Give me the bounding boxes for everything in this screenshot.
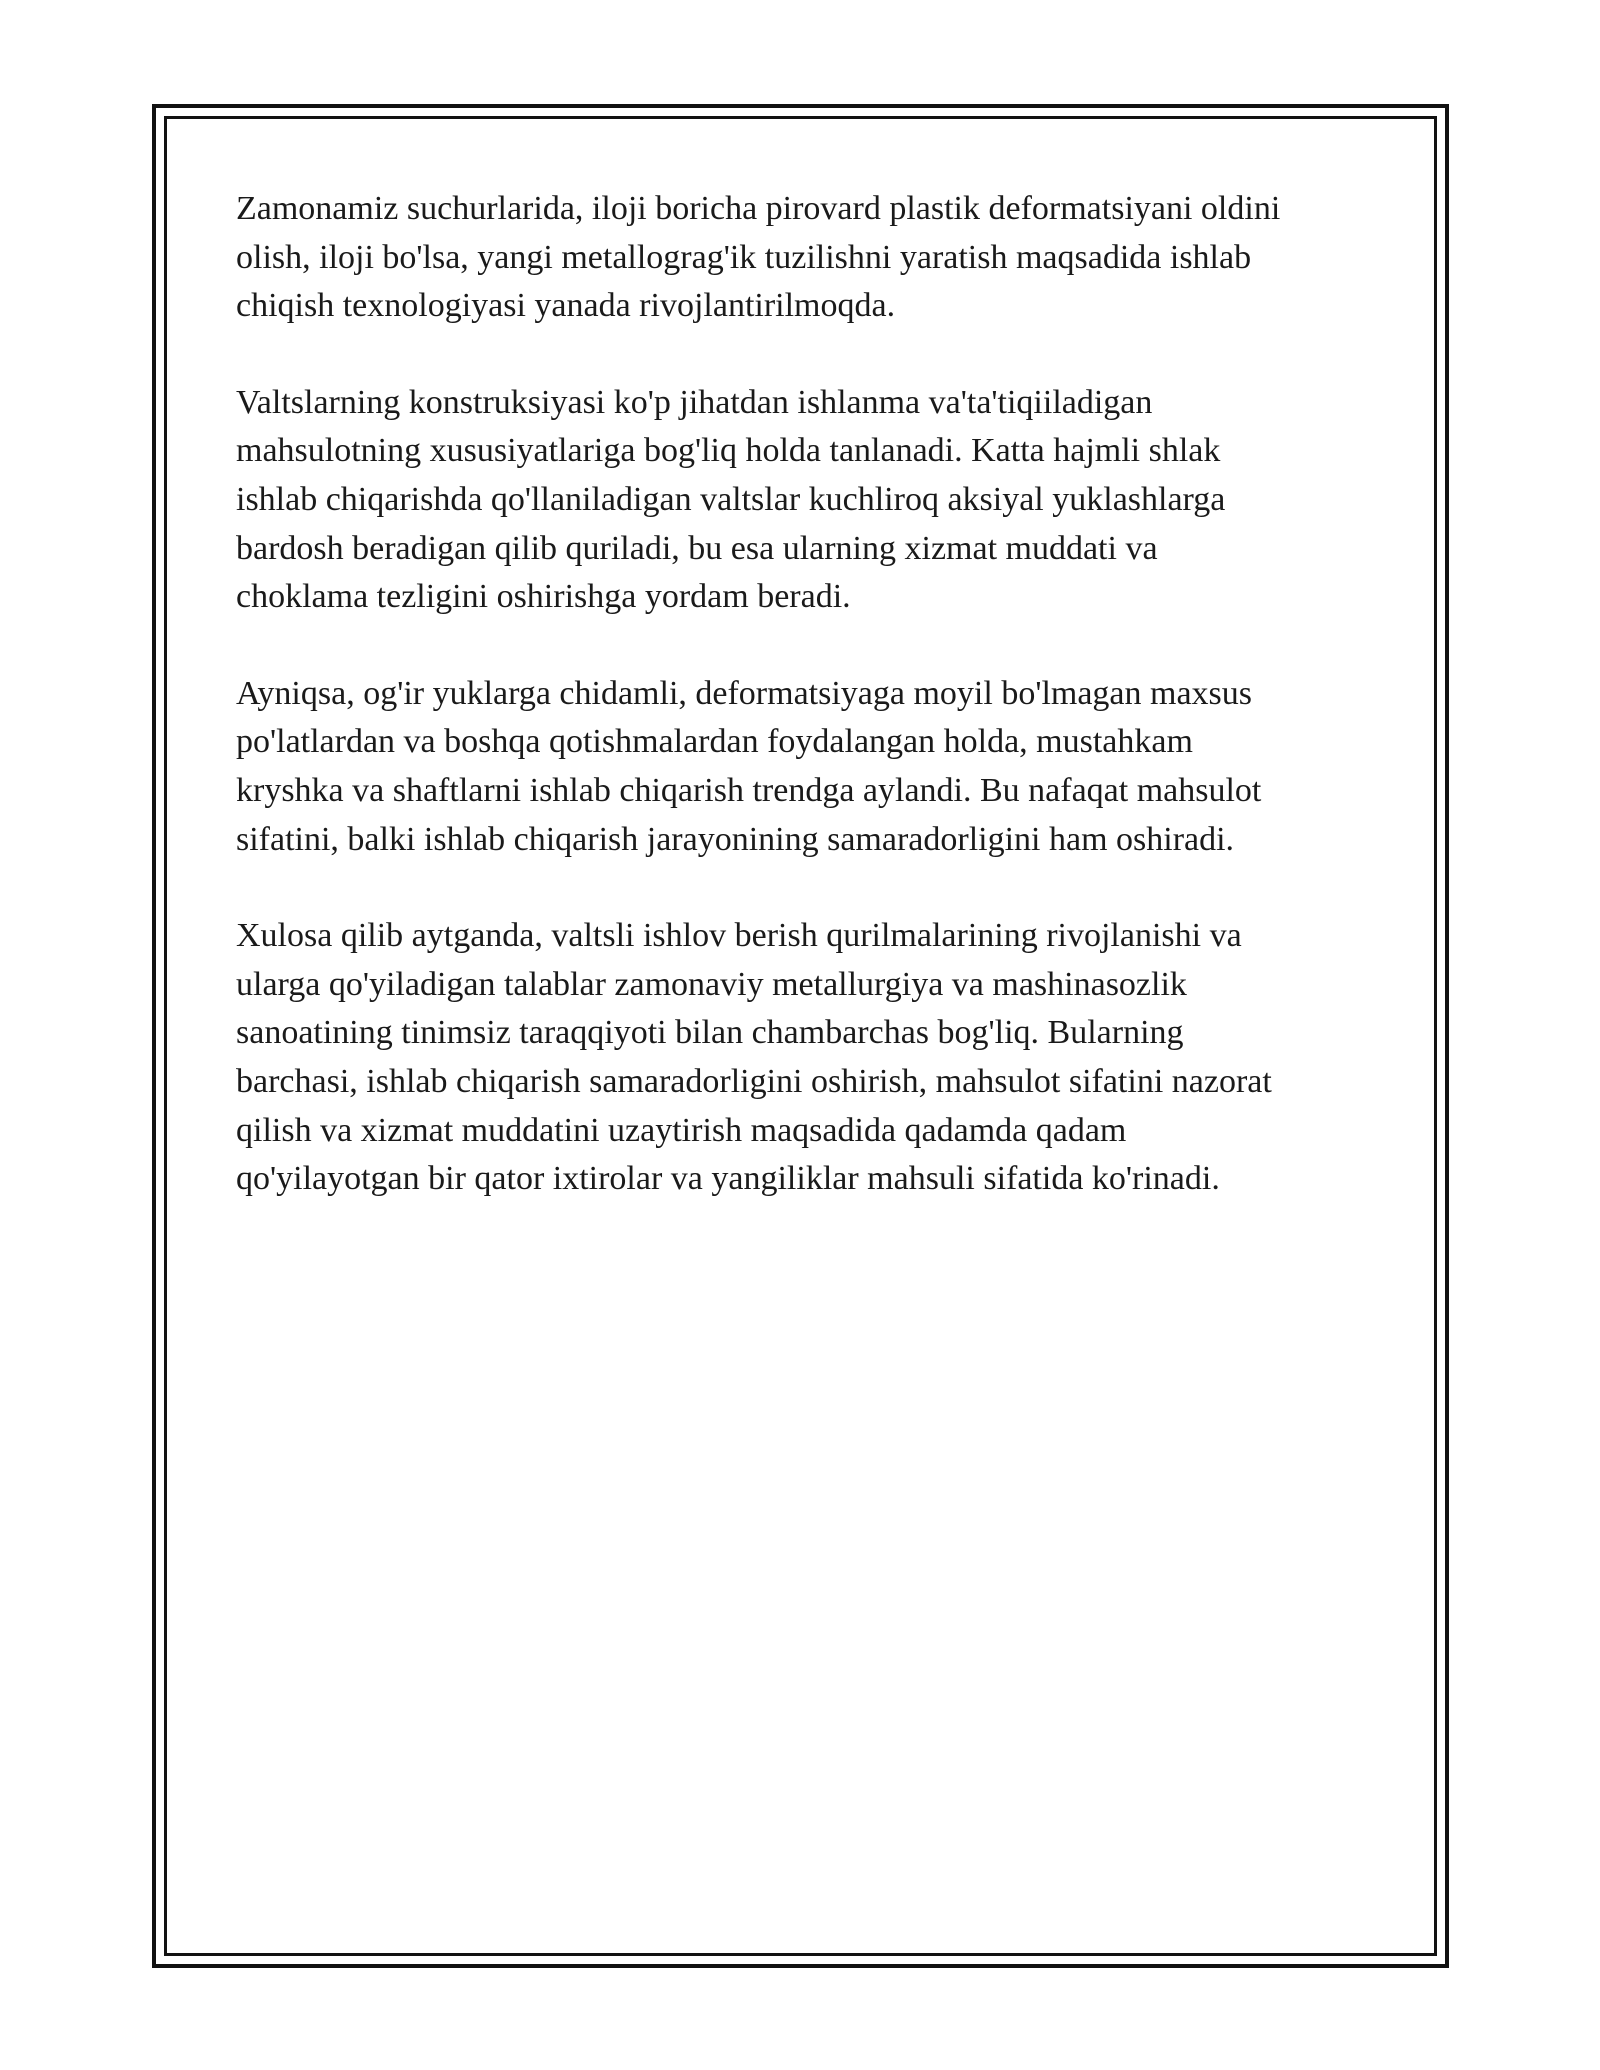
paragraph-4 [236,912,1386,1204]
document-body [236,185,1386,1252]
text-line: kryshka va shaftlarni ishlab chiqarish trendga aylandi. Bu nafaqat mahsulot [236,771,1262,809]
text-line: Zamonamiz suchurlarida, iloji boricha pirovard plastik deformatsiyani oldini [236,190,1281,227]
text-line: mahsulotning xususiyatlariga bog'liq holda tanlanadi. Katta hajmli shlak [236,432,1221,470]
text-line: sanoatining tinimsiz taraqqiyoti bilan chambarchas bog'liq. Bularning [236,1014,1184,1052]
paragraph-3 [236,670,1386,864]
text-line: ishlab chiqarishda qo'llaniladigan valtslar kuchliroq aksiyal yuklashlarga [236,480,1226,518]
text-line: sifatini, balki ishlab chiqarish jarayonining samaradorligini ham oshiradi. [236,820,1235,858]
text-line: barchasi, ishlab chiqarish samaradorligini oshirish, mahsulot sifatini nazorat [236,1062,1272,1100]
text-line: ularga qo'yiladigan talablar zamonaviy metallurgiya va mashinasozlik [236,965,1187,1003]
text-line: po'latlardan va boshqa qotishmalardan foydalangan holda, mustahkam [236,723,1193,761]
text-line: Valtslarning konstruksiyasi ko'p jihatdan ishlanma va'ta'tiqiiladigan [236,383,1153,421]
text-line: chiqish texnologiyasi yanada rivojlantirilmoqda. [236,287,896,325]
text-line: Xulosa qilib aytganda, valtsli ishlov berish qurilmalarining rivojlanishi va [236,917,1242,955]
paragraph-2 [236,379,1386,622]
text-line: bardosh beradigan qilib quriladi, bu esa ularning xizmat muddati va [236,529,1158,567]
text-line: Ayniqsa, og'ir yuklarga chidamli, deformatsiyaga moyil bo'lmagan maxsus [236,674,1253,712]
paragraph-1 [236,185,1386,331]
text-line: choklama tezligini oshirishga yordam beradi. [236,578,851,616]
text-line: qo'yilayotgan bir qator ixtirolar va yangiliklar mahsuli sifatida ko'rinadi. [236,1160,1220,1198]
text-line: olish, iloji bo'lsa, yangi metallograg'ik tuzilishni yaratish maqsadida ishlab [236,238,1252,276]
text-line: qilish va xizmat muddatini uzaytirish maqsadida qadamda qadam [236,1111,1127,1149]
